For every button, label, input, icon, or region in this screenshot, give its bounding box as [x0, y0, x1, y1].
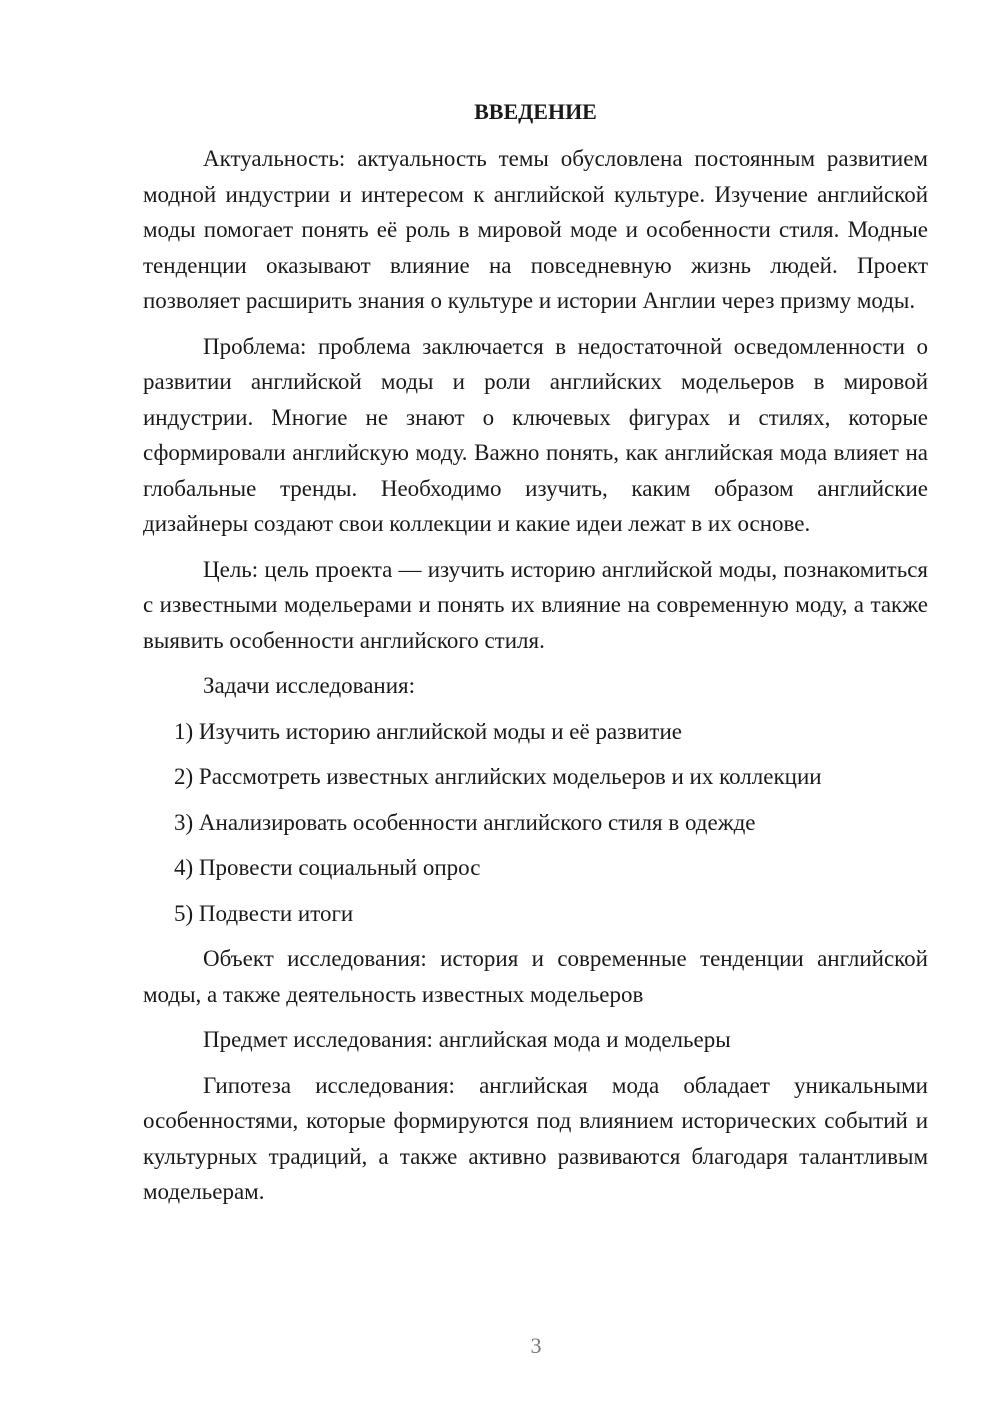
page-number: 3 — [530, 1333, 542, 1358]
task-item-5: 5) Подвести итоги — [174, 900, 354, 926]
task-item-4: 4) Провести социальный опрос — [174, 855, 481, 880]
object-paragraph: Объект исследования: история и современные тенденции английской моды, а также деятельность известных модельеров — [143, 946, 928, 1007]
goal-paragraph: Цель: цель проекта — изучить историю английской моды, познакомиться с известными модельерами и понять их влияние на современную моду, а также выявить особенности английского стиля. — [143, 556, 928, 653]
problem-paragraph: Проблема: проблема заключается в недостаточной осведомленности о развитии английской моды и роли английских модельеров в мировой индустрии. Многие не знают о ключевых фигурах и стилях, которые сформировали английскую моду. Важно понять, как английская мода влияет на глобальные тренды. Необходимо изучить, каким образом английские дизайнеры создают свои коллекции и какие идеи лежат в их основе. — [143, 333, 928, 536]
page-content — [143, 94, 928, 1220]
task-item-1: 1) Изучить историю английской моды и её развитие — [174, 718, 682, 744]
section-title: ВВЕДЕНИЕ — [474, 99, 597, 124]
task-item-3: 3) Анализировать особенности английского стиля в одежде — [174, 809, 756, 835]
tasks-list — [143, 714, 928, 932]
relevance-paragraph: Актуальность: актуальность темы обусловлена постоянным развитием модной индустрии и интересом к английской культуре. Изучение английской моды помогает понять её роль в мировой моде и особенности стиля. Модные тенденции оказывают влияние на повседневную жизнь людей. Проект позволяет расширить знания о культуре и истории Англии через призму моды. — [143, 146, 928, 313]
hypothesis-paragraph: Гипотеза исследования: английская мода обладает уникальными особенностями, которые формируются под влиянием исторических событий и культурных традиций, а также активно развиваются благодаря талантливым модельерам. — [143, 1072, 928, 1204]
subject-paragraph: Предмет исследования: английская мода и модельеры — [203, 1027, 731, 1052]
task-item-2: 2) Рассмотреть известных английских модельеров и их коллекции — [174, 764, 822, 789]
tasks-heading: Задачи исследования: — [203, 673, 416, 698]
